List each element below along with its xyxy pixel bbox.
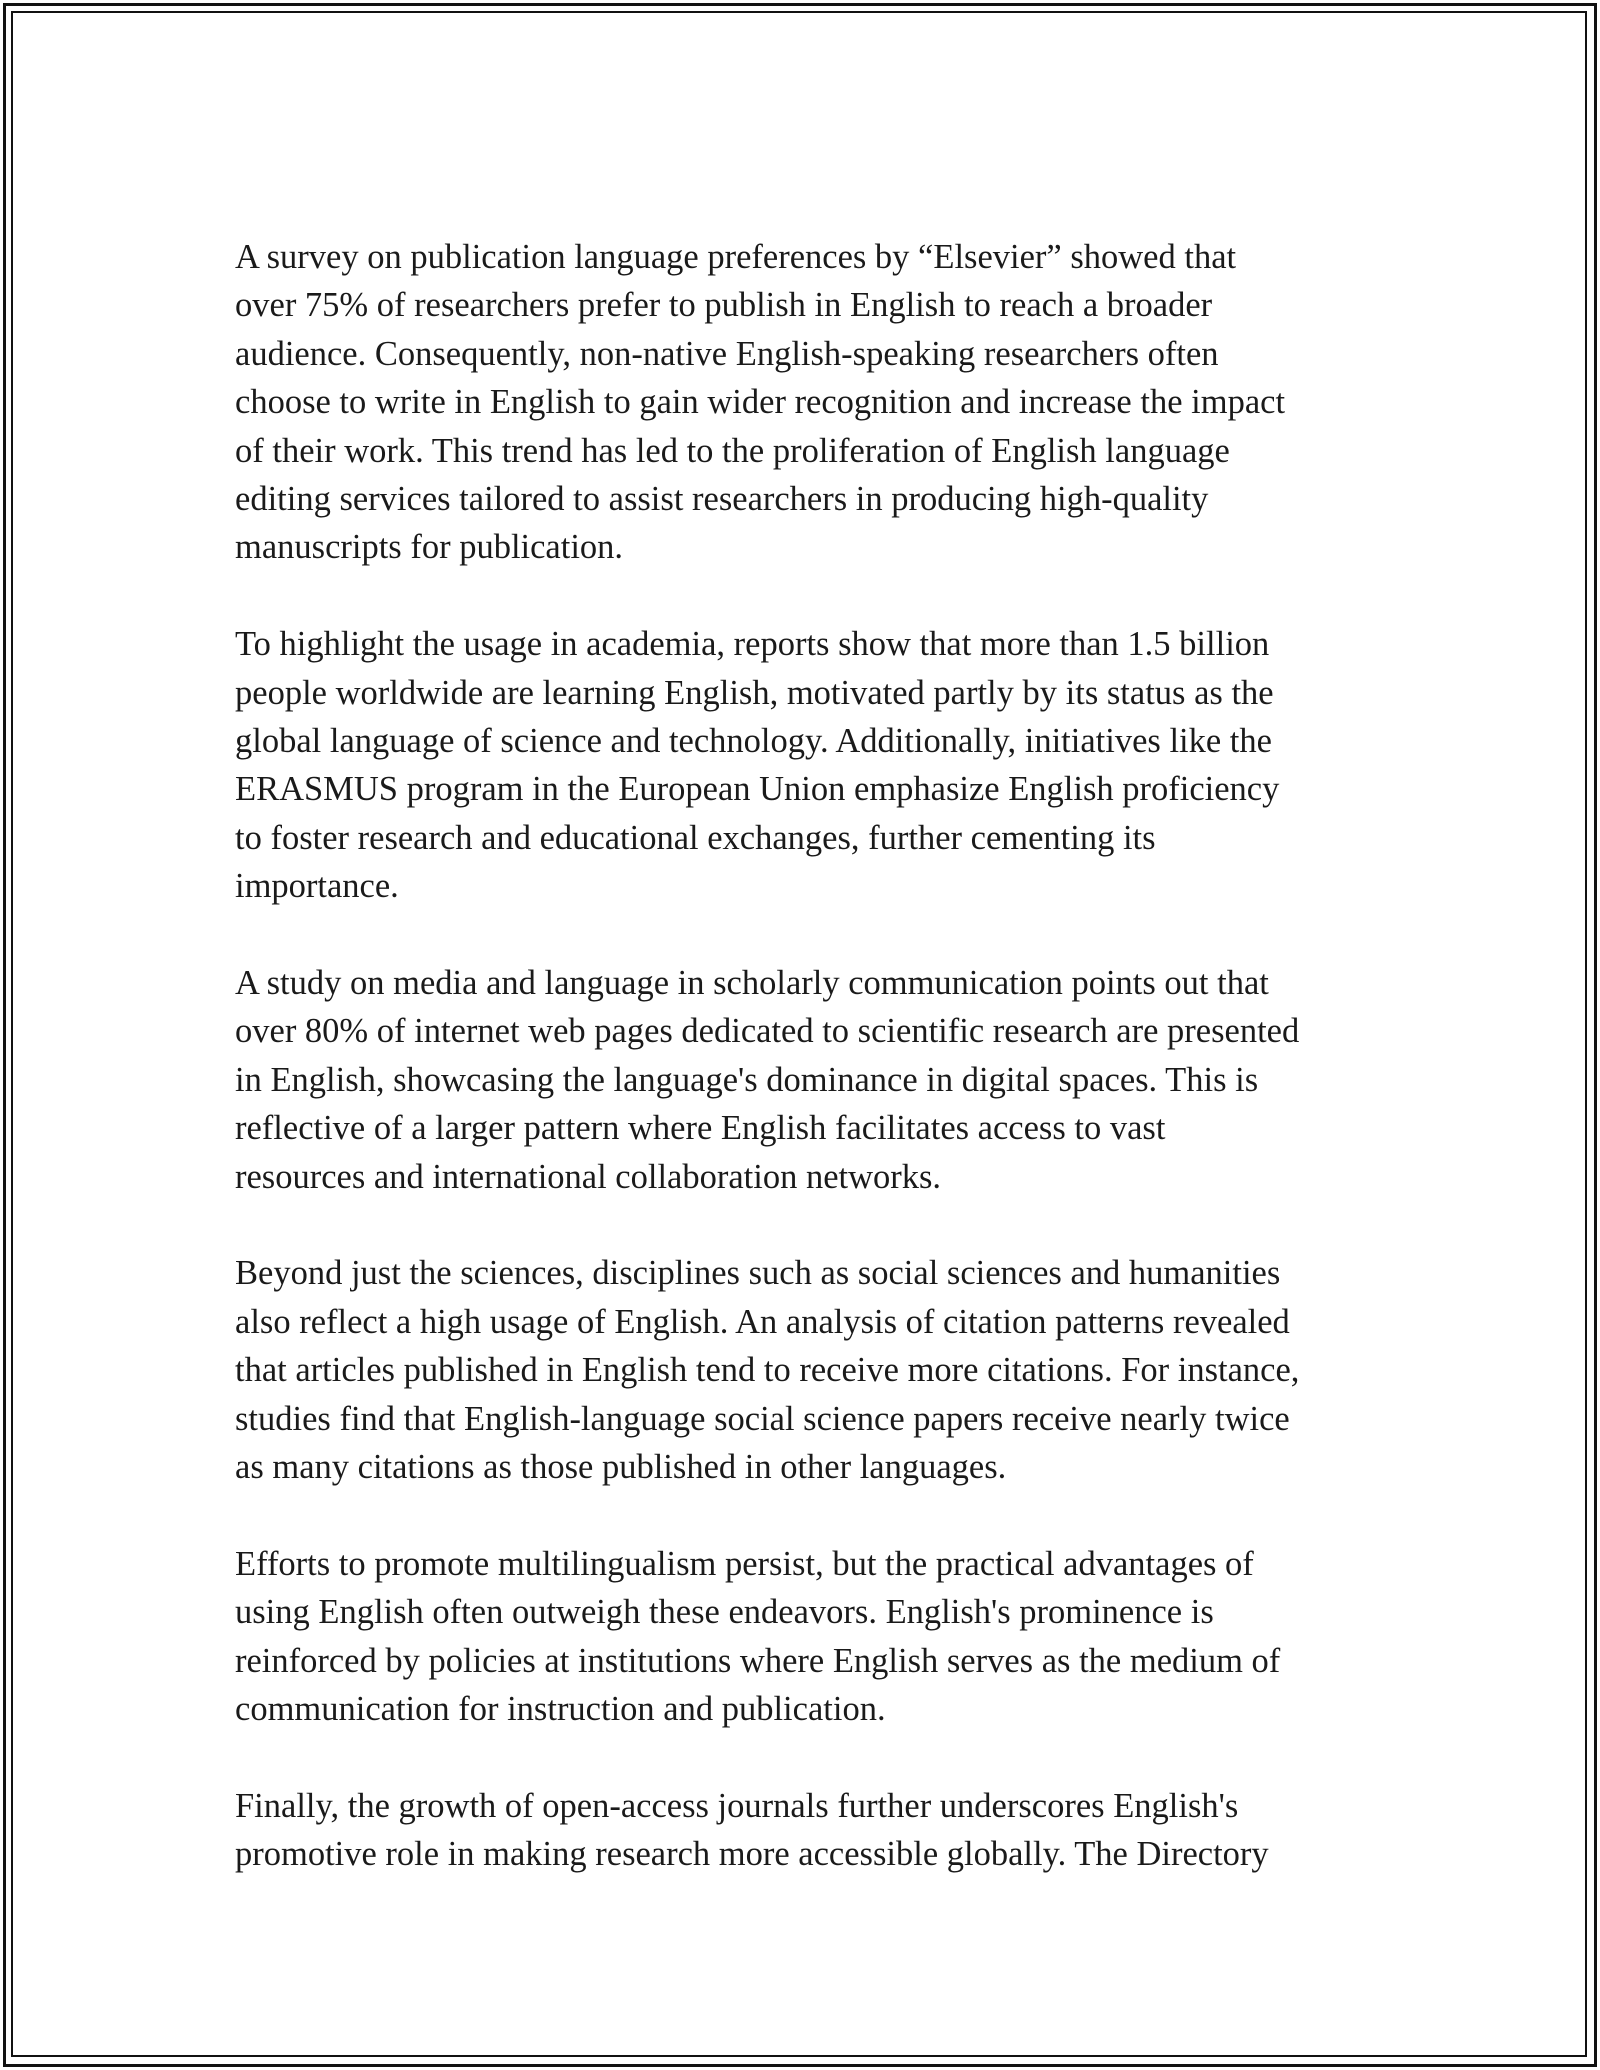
text-line: as many citations as those published in other languages. xyxy=(235,1448,1007,1487)
text-line: Beyond just the sciences, disciplines such as social sciences and humanities xyxy=(235,1254,1281,1293)
text-line: importance. xyxy=(235,867,399,906)
text-line: people worldwide are learning English, motivated partly by its status as the xyxy=(235,673,1274,712)
text-line: audience. Consequently, non-native English-speaking researchers often xyxy=(235,334,1219,373)
text-line: promotive role in making research more accessible globally. The Directory xyxy=(235,1835,1269,1874)
text-line: over 80% of internet web pages dedicated to scientific research are presented xyxy=(235,1012,1300,1051)
text-line: A survey on publication language preferences by “Elsevier” showed that xyxy=(235,238,1237,276)
text-line: studies find that English-language social science papers receive nearly twice xyxy=(235,1399,1290,1438)
text-line: editing services tailored to assist researchers in producing high-quality xyxy=(235,480,1209,519)
text-line: using English often outweigh these endeavors. English's prominence is xyxy=(235,1593,1214,1632)
text-line: also reflect a high usage of English. An analysis of citation patterns revealed xyxy=(235,1302,1290,1341)
text-line: reinforced by policies at institutions where English serves as the medium of xyxy=(235,1641,1281,1680)
document-body xyxy=(235,233,1370,1927)
text-line: To highlight the usage in academia, reports show that more than 1.5 billion xyxy=(235,625,1270,664)
paragraph-3 xyxy=(235,959,1370,1201)
paragraph-4 xyxy=(235,1249,1370,1491)
paragraph-5 xyxy=(235,1540,1370,1734)
text-line: over 75% of researchers prefer to publish in English to reach a broader xyxy=(235,286,1213,325)
text-line: A study on media and language in scholarly communication points out that xyxy=(235,964,1269,1003)
text-line: communication for instruction and publication. xyxy=(235,1690,886,1729)
text-line: reflective of a larger pattern where English facilitates access to vast xyxy=(235,1109,1166,1148)
text-line: resources and international collaboration networks. xyxy=(235,1157,942,1196)
text-line: that articles published in English tend to receive more citations. For instance, xyxy=(235,1351,1300,1390)
paragraph-2 xyxy=(235,620,1370,910)
paragraph-1 xyxy=(235,233,1370,572)
text-line: Efforts to promote multilingualism persist, but the practical advantages of xyxy=(235,1544,1254,1583)
paragraph-6 xyxy=(235,1782,1370,1879)
text-line: choose to write in English to gain wider recognition and increase the impact xyxy=(235,383,1286,422)
text-line: Finally, the growth of open-access journals further underscores English's xyxy=(235,1786,1239,1825)
text-line: of their work. This trend has led to the proliferation of English language xyxy=(235,431,1230,470)
text-line: manuscripts for publication. xyxy=(235,528,624,567)
text-line: global language of science and technology. Additionally, initiatives like the xyxy=(235,722,1272,761)
text-line: in English, showcasing the language's dominance in digital spaces. This is xyxy=(235,1060,1259,1099)
text-line: ERASMUS program in the European Union emphasize English proficiency xyxy=(235,770,1280,809)
text-line: to foster research and educational exchanges, further cementing its xyxy=(235,818,1156,857)
